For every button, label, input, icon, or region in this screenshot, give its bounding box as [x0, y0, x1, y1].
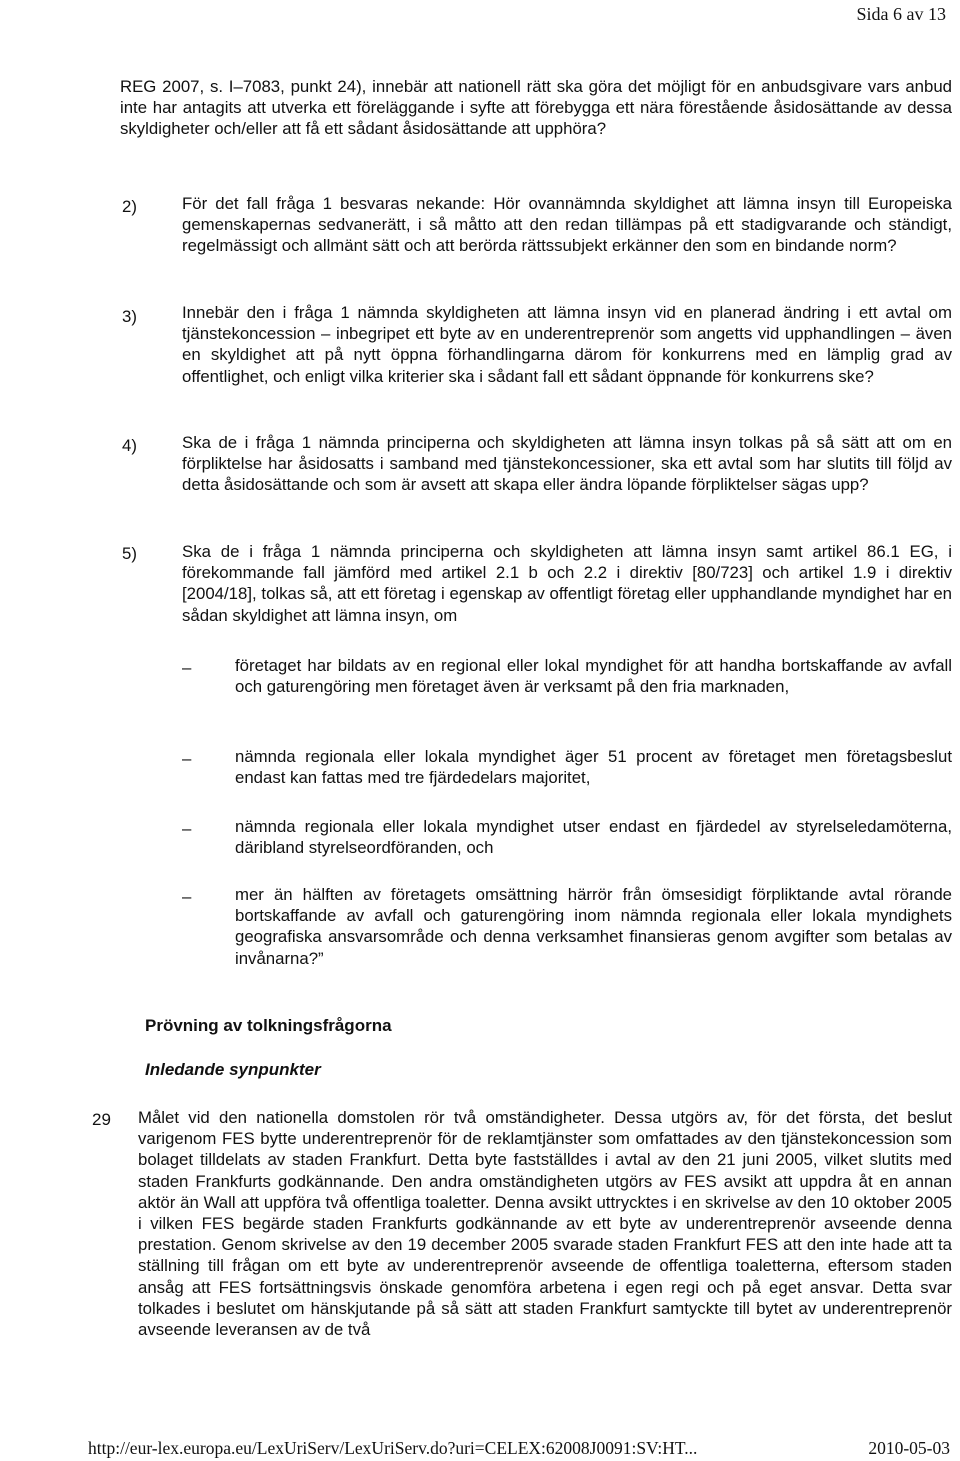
page-number: Sida 6 av 13 [856, 4, 946, 24]
dash-marker: – [182, 658, 192, 677]
question-text: Innebär den i fråga 1 nämnda skyldigheten att lämna insyn vid en planerad ändring i ett avtal om tjänstekoncession – inbegripet ett byte av en underentreprenör som angetts vid upphandlingen – även en skyldighet att på nytt öppna förhandlingarna därom för konkurrens med en lämplig grad av offentlighet, och enligt vilka kriterier ska i sådant fall ett sådant öppnande för konkurrens ske? [182, 303, 952, 386]
intro-paragraph: REG 2007, s. I–7083, punkt 24), innebär att nationell rätt ska göra det möjligt för en anbudsgivare vars anbud inte har antagits att utverka ett föreläggande i syfte att förebygga ett nära förestående åsidosättande av dessa skyldigheter och/eller att få ett sådant åsidosättande att upphöra? [120, 77, 952, 139]
dash-marker: – [182, 819, 192, 838]
question-text: För det fall fråga 1 besvaras nekande: Hör ovannämnda skyldighet att lämna insyn till Europeiska gemenskapernas sedvanerätt, i så måtto att den redan tillämpas på ett stadigvarande och ständigt, regelmässigt och allmänt sätt och att berörda rättssubjekt erkänner den som en bindande norm? [182, 194, 952, 256]
dash-text: företaget har bildats av en regional eller lokal myndighet för att handha bortskaffande av avfall och gaturengöring men företaget även är verksamt på den fria marknaden, [235, 656, 952, 697]
footer-url[interactable]: http://eur-lex.europa.eu/LexUriServ/LexUriServ.do?uri=CELEX:62008J0091:SV:HT... [88, 1438, 698, 1458]
dash-text: nämnda regionala eller lokala myndighet äger 51 procent av företaget men företagsbeslut endast kan fattas med tre fjärdedelars majoritet, [235, 747, 952, 788]
paragraph-text: Målet vid den nationella domstolen rör två omständigheter. Dessa utgörs av, för det första, det beslut varigenom FES bytte underentreprenör för de reklamtjänster som omfattades av den tjänstekoncession som bolaget tilldelats av staden Frankfurt. Detta byte fastställdes i avtal av den 21 juni 2005, vilket slutits med staden Frankfurts godkännande. Den andra omständigheten utgörs av FES avsikt att uppdra åt en annan aktör än Wall att uppföra två offentliga toaletter. Denna avsikt uttrycktes i en skrivelse av den 10 oktober 2005 i vilken FES begärde staden Frankfurts godkännande av ett byte av underentreprenör avseende denna prestation. Genom skrivelse av den 19 december 2005 svarade staden Frankfurt FES att den inte hade att ta ställning till frågan om ett byte av underentreprenör avseende de offentliga toaletterna, eftersom staden ansåg att FES fortsättningsvis önskade genomföra arbetena i egen regi och på eget ansvar. Detta svar tolkades i beslutet om hänskjutande på så sätt att staden Frankfurt samtyckte till bytet av underentreprenör avseende leveransen av de två [138, 1108, 952, 1340]
footer-date: 2010-05-03 [868, 1438, 950, 1458]
question-number: 4) [122, 436, 137, 455]
question-text: Ska de i fråga 1 nämnda principerna och skyldigheten att lämna insyn tolkas på så sätt att om en förpliktelse har åsidosatts i samband med tjänstekoncessioner, ska ett avtal som har slutits till följd av detta åsidosättande och som är avsett att skapa eller ändra löpande förpliktelser sägas upp? [182, 433, 952, 495]
paragraph-number: 29 [92, 1110, 111, 1129]
dash-marker: – [182, 887, 192, 906]
section-subheading: Inledande synpunkter [145, 1060, 321, 1079]
question-number: 5) [122, 544, 137, 563]
question-text: Ska de i fråga 1 nämnda principerna och skyldigheten att lämna insyn samt artikel 86.1 EG, i förekommande fall jämförd med artikel 2.1 b och 2.2 i direktiv [80/723] och artikel 1.9 i direktiv [2004/18], tolkas så, att ett företag i egenskap av offentligt företag eller upphandlande myndighet har en sådan skyldighet att lämna insyn, om [182, 542, 952, 625]
question-number: 3) [122, 307, 137, 326]
dash-text: nämnda regionala eller lokala myndighet utser endast en fjärdedel av styrelseledamöterna, däribland styrelseordföranden, och [235, 817, 952, 858]
question-number: 2) [122, 197, 137, 216]
dash-marker: – [182, 749, 192, 768]
footer [8, 1438, 950, 1459]
dash-text: mer än hälften av företagets omsättning härrör från ömsesidigt förpliktande avtal rörande bortskaffande av avfall och gaturengöring inom nämnda regionala eller lokala myndighets geografiska ansvarsområde och denna verksamhet finansieras genom avgifter som betalas av invånarna?” [235, 885, 952, 968]
section-heading: Prövning av tolkningsfrågorna [145, 1016, 392, 1035]
